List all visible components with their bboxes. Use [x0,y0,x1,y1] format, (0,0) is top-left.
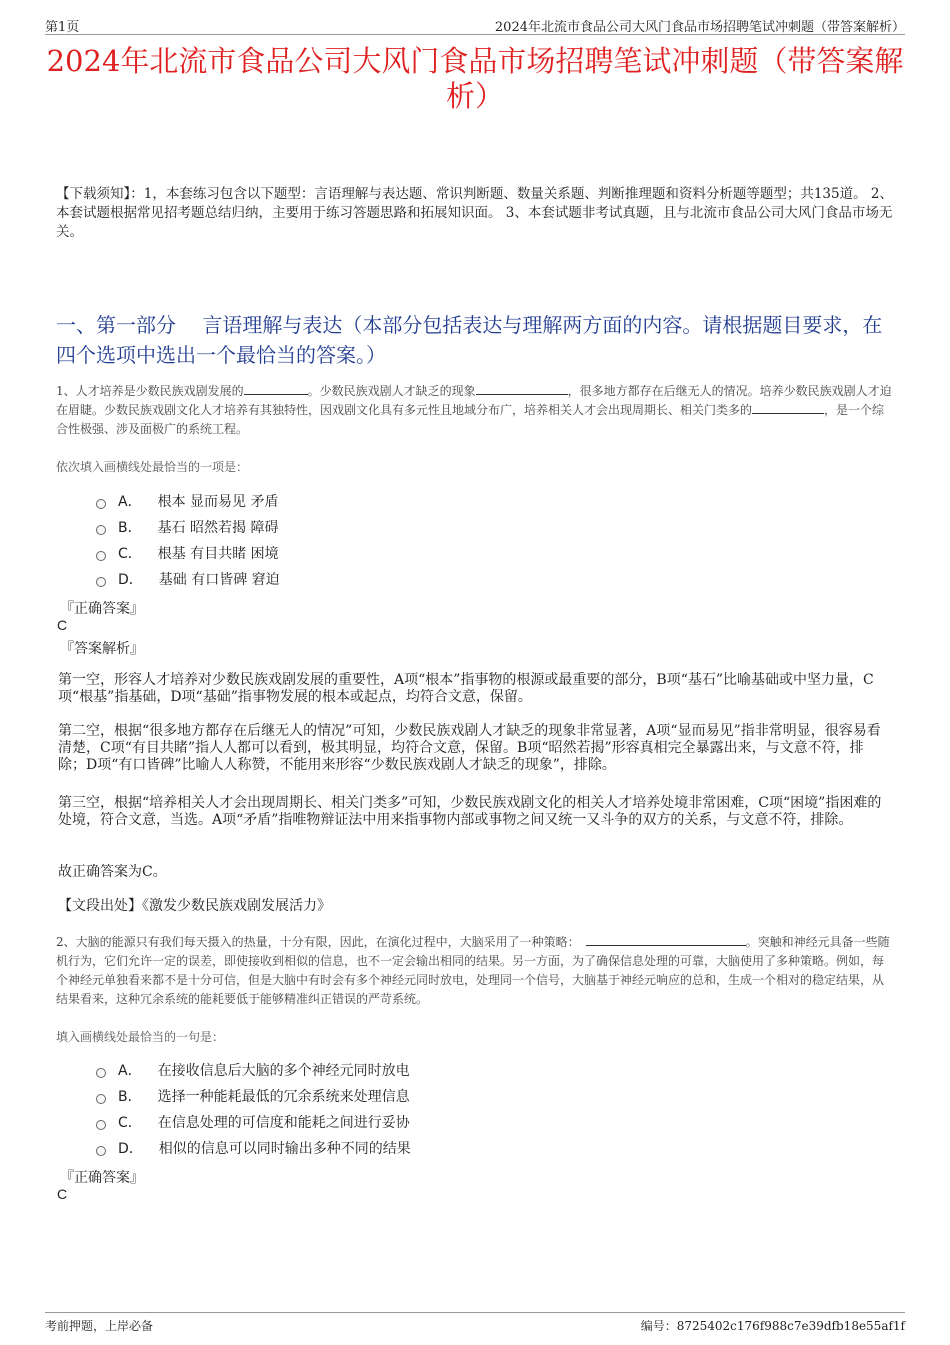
radio-button-icon[interactable] [96,1068,106,1078]
question-1-options [96,488,280,592]
correct-answer: C [57,617,68,633]
analysis-paragraph-3: 第三空，根据“培养相关人才会出现周期长、相关门类多”可知，少数民族戏剧文化的相关人才培养处境非常困难，C项“困境”指困难的处境，符合文意，当选。A项“矛盾”指唯物辩证法中用来指事物内部或事物之间又统一又斗争的双方的关系，与文意不符，排除。 [58,795,882,828]
analysis-label: 『答案解析』 [60,641,144,657]
footer-slogan: 考前押题，上岸必备 [45,1319,154,1333]
option-text: 相似的信息可以同时输出多种不同的结果 [158,1141,411,1157]
option-d[interactable]: D． 相似的信息可以同时输出多种不同的结果 [96,1135,411,1161]
radio-button-icon[interactable] [96,551,106,561]
answer-blank [586,933,746,946]
answer-blank [244,382,308,395]
radio-button-icon[interactable] [96,1146,106,1156]
radio-button-icon[interactable] [96,577,106,587]
option-text: 基石 昭然若揭 障碍 [157,520,279,536]
radio-button-icon[interactable] [96,1120,106,1130]
question-2-options [96,1057,411,1161]
question-1-prompt: 依次填入画横线处最恰当的一项是： [56,460,249,474]
footer-serial-number: 编号：8725402c176f988c7e39dfb18e55af1f [640,1319,905,1333]
option-a[interactable]: A． 根本 显而易见 矛盾 [96,488,280,514]
option-text: 根基 有目共睹 困境 [157,546,279,562]
option-c[interactable]: C． 根基 有目共睹 困境 [96,540,280,566]
analysis-paragraph-1: 第一空，形容人才培养对少数民族戏剧发展的重要性，A项“根本”指事物的根源或最重要的部分，B项“基石”比喻基础或中坚力量，C项“根基”指基础，D项“基础”指事物发展的根本或起点，均符合文意，保留。 [58,672,874,705]
answer-blank [476,382,568,395]
document-title: 2024年北流市食品公司大风门食品市场招聘笔试冲刺题（带答案解析） [46,44,904,113]
question-1-part-1: 1、人才培养是少数民族戏剧发展的 [56,384,244,398]
question-2-text [56,933,895,1009]
header-doc-title: 2024年北流市食品公司大风门食品市场招聘笔试冲刺题（带答案解析） [494,20,905,35]
question-1-part-4: ，是一个综合性极强、涉及面极广的系统工程。 [56,403,885,436]
section-heading: 一、第一部分 言语理解与表达（本部分包括表达与理解两方面的内容。请根据题目要求，在四个选项中选出一个最恰当的答案。） [56,313,883,367]
question-2-part-1: 2、大脑的能源只有我们每天摄入的热量，十分有限，因此，在演化过程中，大脑采用了一种策略： [56,935,580,949]
option-text: 根本 显而易见 矛盾 [157,494,279,510]
option-text: 基础 有口皆碑 窘迫 [158,572,280,588]
answer-blank [752,401,824,414]
option-b[interactable]: B． 基石 昭然若揭 障碍 [96,514,280,540]
radio-button-icon[interactable] [96,499,106,509]
source-citation: 【文段出处】《激发少数民族戏剧发展活力》 [58,898,331,914]
analysis-conclusion: 故正确答案为C。 [58,864,167,880]
question-1-part-3: ，很多地方都存在后继无人的情况。培养少数民族戏剧人才迫在眉睫。少数民族戏剧文化人才培养有其独特性，因戏剧文化具有多元性且地域分布广，培养相关人才会出现周期长、相关门类多的 [56,384,892,417]
analysis-paragraph-2: 第二空，根据“很多地方都存在后继无人的情况”可知，少数民族戏剧人才缺乏的现象非常显著，A项“显而易见”指非常明显，很容易看清楚，C项“有目共睹”指人人都可以看到，极其明显，均符合文意，保留。B项“昭然若揭”形容真相完全暴露出来，与文意不符，排除；D项“有口皆碑”比喻人人称赞，不能用来形容“少数民族戏剧人才缺乏的现象”，排除。 [58,723,881,773]
radio-button-icon[interactable] [96,525,106,535]
question-2-part-2: 。突触和神经元具备一些随机行为，它们允许一定的误差，即使接收到相似的信息，也不一定会输出相同的结果。另一方面，为了确保信息处理的可靠，大脑使用了多种策略。例如，每个神经元单独看来都不是十分可信，但是大脑中有时会有多个神经元同时放电，处理同一个信号，大脑基于神经元响应的总和，生成一个相对的稳定结果，从结果看来，这种冗余系统的能耗要低于能够精准纠正错误的严苛系统。 [56,935,890,1006]
page-number: 第1页 [45,20,80,35]
question-1-part-2: 。少数民族戏剧人才缺乏的现象 [307,384,476,398]
question-2-prompt: 填入画横线处最恰当的一句是： [56,1030,225,1044]
page-footer [45,1312,905,1333]
correct-answer-label: 『正确答案』 [60,1170,144,1186]
option-text: 在信息处理的可信度和能耗之间进行妥协 [157,1115,410,1131]
option-text: 选择一种能耗最低的冗余系统来处理信息 [157,1089,410,1105]
correct-answer-label: 『正确答案』 [60,601,144,617]
option-d[interactable]: D． 基础 有口皆碑 窘迫 [96,566,280,592]
radio-button-icon[interactable] [96,1094,106,1104]
option-a[interactable]: A． 在接收信息后大脑的多个神经元同时放电 [96,1057,411,1083]
option-text: 在接收信息后大脑的多个神经元同时放电 [157,1063,410,1079]
question-1-text [56,382,895,439]
page-header [45,14,905,35]
correct-answer: C [57,1186,68,1202]
option-b[interactable]: B． 选择一种能耗最低的冗余系统来处理信息 [96,1083,411,1109]
option-c[interactable]: C． 在信息处理的可信度和能耗之间进行妥协 [96,1109,411,1135]
download-notice: 【下载须知】：1，本套练习包含以下题型：言语理解与表达题、常识判断题、数量关系题、判断推理题和资料分析题等题型；共135道。 2、本套试题根据常见招考题总结归纳，主要用于练习答题思路和拓展知识面。 3、本套试题非考试真题，且与北流市食品公司大风门食品市场无关。 [56,186,893,240]
